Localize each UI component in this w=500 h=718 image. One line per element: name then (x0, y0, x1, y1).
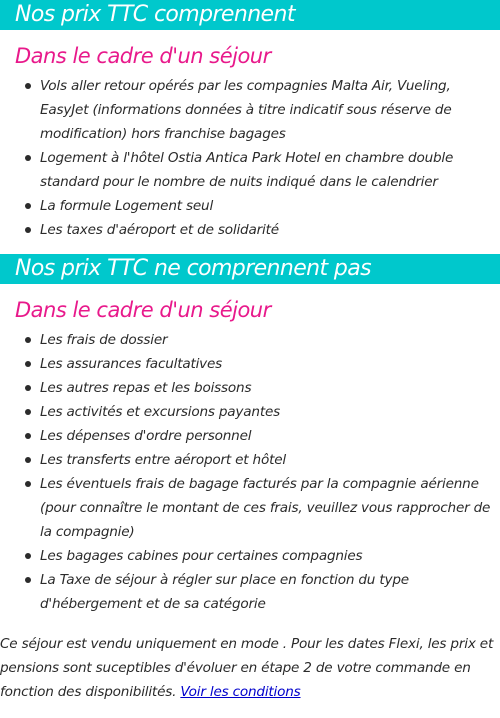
footer-note (0, 632, 500, 704)
list-item (24, 74, 500, 146)
list-item-text: Les frais de dossier (40, 332, 168, 348)
list-item (24, 400, 500, 424)
list-item-text: Les dépenses d'ordre personnel (40, 428, 252, 444)
list-item-text: Les assurances facultatives (40, 356, 223, 372)
section-banner-excluded: Nos prix TTC ne comprennent pas (0, 254, 500, 284)
section-banner-included: Nos prix TTC comprennent (0, 0, 500, 30)
list-item (24, 544, 500, 568)
bullet-icon (25, 385, 31, 391)
bullet-icon (25, 457, 31, 463)
list-item-text: Logement à l'hôtel Ostia Antica Park Hotel en chambre double standard pour le nombre de nuits indiqué dans le calendrier (40, 150, 454, 190)
list-item-text: Les bagages cabines pour certaines compagnies (40, 548, 363, 564)
list-item-text: Les activités et excursions payantes (40, 404, 280, 420)
subheading-excluded: Dans le cadre d'un séjour (15, 298, 271, 322)
list-item-text: Les taxes d'aéroport et de solidarité (40, 222, 279, 238)
list-item-text: Les autres repas et les boissons (40, 380, 252, 396)
list-item-text: Vols aller retour opérés par les compagnies Malta Air, Vueling, EasyJet (informations données à titre indicatif sous réserve de modification) hors franchise bagages (40, 78, 452, 142)
list-item (24, 194, 500, 218)
list-included (0, 74, 500, 242)
list-item (24, 146, 500, 194)
bullet-icon (25, 203, 31, 209)
list-item-text: La Taxe de séjour à régler sur place en fonction du type d'hébergement et de sa catégorie (40, 572, 409, 612)
bullet-icon (25, 409, 31, 415)
list-item (24, 568, 500, 616)
bullet-icon (25, 83, 31, 89)
section-included (0, 0, 500, 242)
bullet-icon (25, 227, 31, 233)
list-item-text: Les éventuels frais de bagage facturés par la compagnie aérienne (pour connaître le montant de ces frais, veuillez vous rapprocher de la compagnie) (40, 476, 491, 540)
footer-note-text: Ce séjour est vendu uniquement en mode . Pour les dates Flexi, les prix et pensions sont suceptibles d'évoluer en étape 2 de votre commande en fonction des disponibilités. (0, 636, 494, 700)
list-item (24, 424, 500, 448)
section-excluded (0, 254, 500, 616)
bullet-icon (25, 361, 31, 367)
bullet-icon (25, 337, 31, 343)
bullet-icon (25, 553, 31, 559)
bullet-icon (25, 481, 31, 487)
list-item (24, 328, 500, 352)
list-excluded (0, 328, 500, 616)
subheading-included: Dans le cadre d'un séjour (15, 44, 271, 68)
list-item-text: La formule Logement seul (40, 198, 214, 214)
list-item (24, 448, 500, 472)
conditions-link[interactable]: Voir les conditions (180, 684, 301, 700)
list-item (24, 472, 500, 544)
list-item (24, 218, 500, 242)
bullet-icon (25, 433, 31, 439)
list-item-text: Les transferts entre aéroport et hôtel (40, 452, 286, 468)
bullet-icon (25, 577, 31, 583)
list-item (24, 352, 500, 376)
bullet-icon (25, 155, 31, 161)
list-item (24, 376, 500, 400)
